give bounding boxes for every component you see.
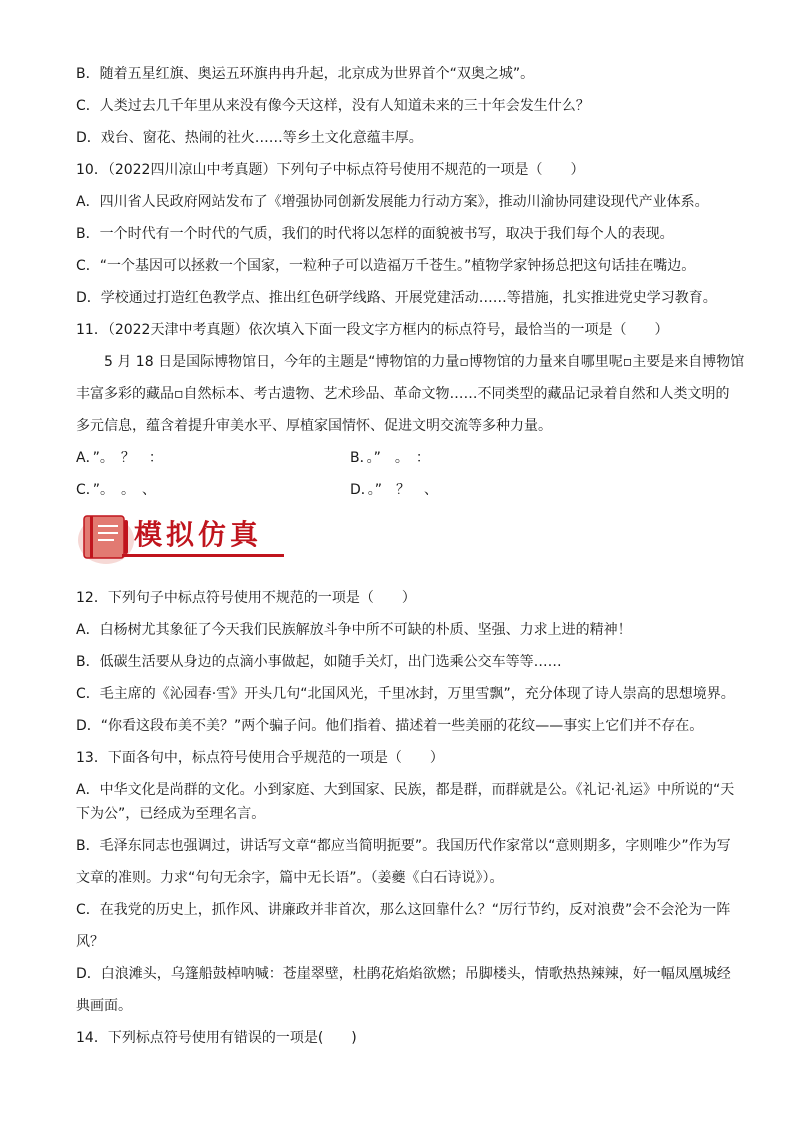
q12-option-a: A．白杨树尤其象征了今天我们民族解放斗争中所不可缺的朴质、坚强、力求上进的精神！ [76,622,632,638]
q11-passage-line: 丰富多彩的藏品▫自然标本、考古遗物、艺术珍品、革命文物……不同类型的藏品记录着自然和人类文明的 [76,386,730,402]
banner-underline [122,554,284,557]
q13-option-b: B．毛泽东同志也强调过，讲话写文章“都应当简明扼要”。我国历代作家常以“意则期多，字则唯少”作为写 [76,838,731,854]
q10-option-b: B．一个时代有一个时代的气质，我们的时代将以怎样的面貌被书写，取决于我们每个人的表现。 [76,226,674,242]
q10-option-c: C．“一个基因可以拯救一个国家，一粒种子可以造福万千苍生。”植物学家钟扬总把这句话挂在嘴边。 [76,258,696,274]
q13-option-d-cont: 典画面。 [76,998,132,1014]
q11-option-c: C．”。 。 、 [76,482,157,498]
q9-option-b: B．随着五星红旗、奥运五环旗冉冉升起，北京成为世界首个“双奥之城”。 [76,66,535,82]
q12-stem: 12．下列句子中标点符号使用不规范的一项是（ ） [76,590,416,606]
q11-stem: 11．（2022天津中考真题）依次填入下面一段文字方框内的标点符号，最恰当的一项是（ ） [76,322,669,338]
book-icon [76,510,134,566]
section-title: 模拟仿真 [134,518,263,551]
q13-option-a: A．中华文化是尚群的文化。小到家庭、大到国家、民族，都是群，而群就是公。《礼记·礼运》中所说的“天 [76,782,735,798]
q11-passage-line: 5 月 18 日是国际博物馆日，今年的主题是“博物馆的力量▫博物馆的力量来自哪里呢▫主要是来自博物馆 [104,354,745,370]
q11-option-a: A．”。 ？ ： [76,450,163,466]
q12-option-d: D．“你看这段布美不美？”两个骗子问。他们指着、描述着一些美丽的花纹——事实上它们并不存在。 [76,718,704,734]
q11-option-b: B．。” 。 ： [350,450,430,466]
q13-option-d: D．白浪滩头，乌篷船鼓棹呐喊：苍崖翠壁，杜鹃花焰焰欲燃；吊脚楼头，情歌热热辣辣，好一幅凤凰城经 [76,966,731,982]
q11-passage-line: 多元信息，蕴含着提升审美水平、厚植家国情怀、促进文明交流等多种力量。 [76,418,552,434]
q13-option-c: C．在我党的历史上，抓作风、讲廉政并非首次，那么这回靠什么？“厉行节约，反对浪费”会不会沦为一阵 [76,902,731,918]
section-banner [76,510,286,566]
q13-option-c-cont: 风？ [76,934,104,950]
q11-option-d: D．。” ？ 、 [350,482,439,498]
q12-option-b: B．低碳生活要从身边的点滴小事做起，如随手关灯，出门选乘公交车等等…… [76,654,562,670]
q10-option-a: A．四川省人民政府网站发布了《增强协同创新发展能力行动方案》，推动川渝协同建设现代产业体系。 [76,194,709,210]
q9-option-d: D．戏台、窗花、热闹的社火……等乡土文化意蕴丰厚。 [76,130,423,146]
q9-option-c: C．人类过去几千年里从来没有像今天这样，没有人知道未来的三十年会发生什么？ [76,98,590,114]
q13-option-b-cont: 文章的准则。力求“句句无余字，篇中无长语”。（姜夔《白石诗说》）。 [76,870,504,886]
q10-stem: 10．（2022四川凉山中考真题）下列句子中标点符号使用不规范的一项是（ ） [76,162,585,178]
q13-stem: 13．下面各句中，标点符号使用合乎规范的一项是（ ） [76,750,444,766]
q14-stem: 14．下列标点符号使用有错误的一项是( ) [76,1030,357,1046]
q12-option-c: C．毛主席的《沁园春·雪》开头几句“北国风光，千里冰封，万里雪飘”，充分体现了诗人崇高的思想境界。 [76,686,735,702]
q10-option-d: D．学校通过打造红色教学点、推出红色研学线路、开展党建活动……等措施，扎实推进党史学习教育。 [76,290,717,306]
q13-option-a-cont: 下为公”，已经成为至理名言。 [76,806,266,822]
